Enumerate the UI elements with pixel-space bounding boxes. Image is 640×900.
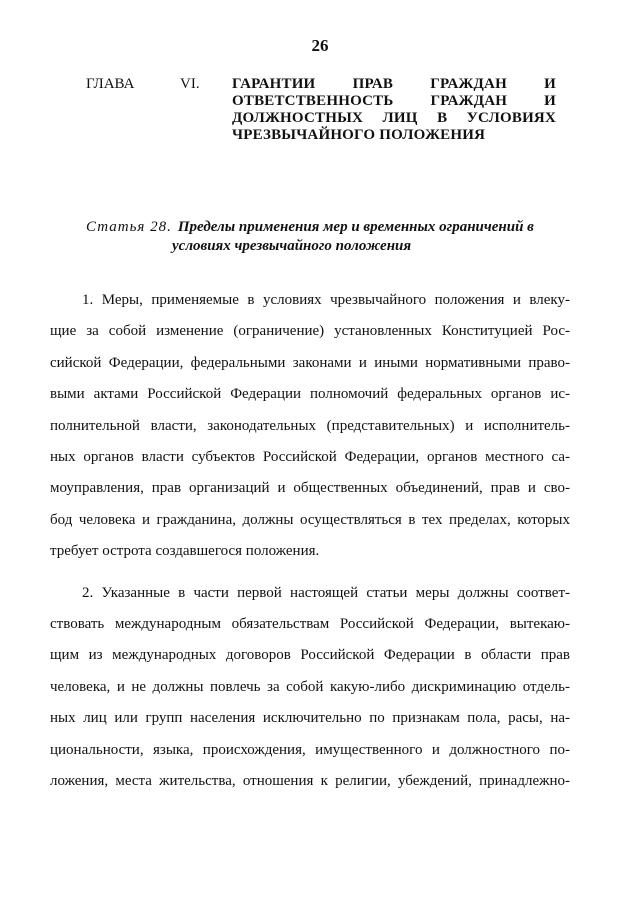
paragraph-2 [50,578,570,798]
text-line: полнительной власти, законодательных (представительных) и исполнитель- [50,417,570,434]
text-line: ных лиц или групп населения исключительно по признакам пола, расы, на- [50,710,570,727]
chapter-title [232,76,556,144]
text-line: выми актами Российской Федерации полномочий федеральных органов ис- [50,386,570,403]
text-line: требует острота создавшегося положения. [50,543,320,560]
page-number: 26 [311,36,329,55]
chapter-title-line: ЧРЕЗВЫЧАЙНОГО ПОЛОЖЕНИЯ [232,127,486,143]
article-heading [86,218,556,256]
article-title: Пределы применения мер и временных ограничений в [177,219,534,235]
text-line: 1. Меры, применяемые в условиях чрезвычайного положения и влеку- [82,292,570,308]
article-title-continued: условиях чрезвычайного положения [172,238,412,254]
article-label: Статья 28. [86,219,172,235]
text-line: бод человека и гражданина, должны осуществляться в тех пределах, которых [50,511,570,528]
text-line: циональности, языка, происхождения, имущественного и должностного по- [50,741,570,758]
chapter-heading [86,76,556,144]
text-line: ложения, места жительства, отношения к религии, убеждений, принадлежно- [50,773,570,790]
article-body [50,285,570,808]
paragraph-1 [50,285,570,568]
text-line: моуправления, прав организаций и общественных объединений, прав и сво- [50,480,570,497]
text-line: сийской Федерации, федеральными законами и иными нормативными право- [50,354,570,371]
chapter-title-line: ДОЛЖНОСТНЫХ ЛИЦ В УСЛОВИЯХ [232,110,556,126]
chapter-title-line: ГАРАНТИИ ПРАВ ГРАЖДАН И [232,76,556,92]
chapter-word: ГЛАВА [86,76,135,92]
text-line: ных органов власти субъектов Российской Федерации, органов местного са- [50,449,570,466]
chapter-title-line: ОТВЕТСТВЕННОСТЬ ГРАЖДАН И [232,93,556,109]
text-line: щим из международных договоров Российской Федерации в области прав [50,647,570,664]
text-line: ствовать международным обязательствам Российской Федерации, вытекаю- [50,616,570,633]
text-line: человека, и не должны повлечь за собой какую-либо дискриминацию отдель- [50,678,570,695]
chapter-number: VI. [180,76,200,92]
text-line: щие за собой изменение (ограничение) установленных Конституцией Рос- [50,323,570,340]
text-line: 2. Указанные в части первой настоящей статьи меры должны соответ- [82,584,570,601]
